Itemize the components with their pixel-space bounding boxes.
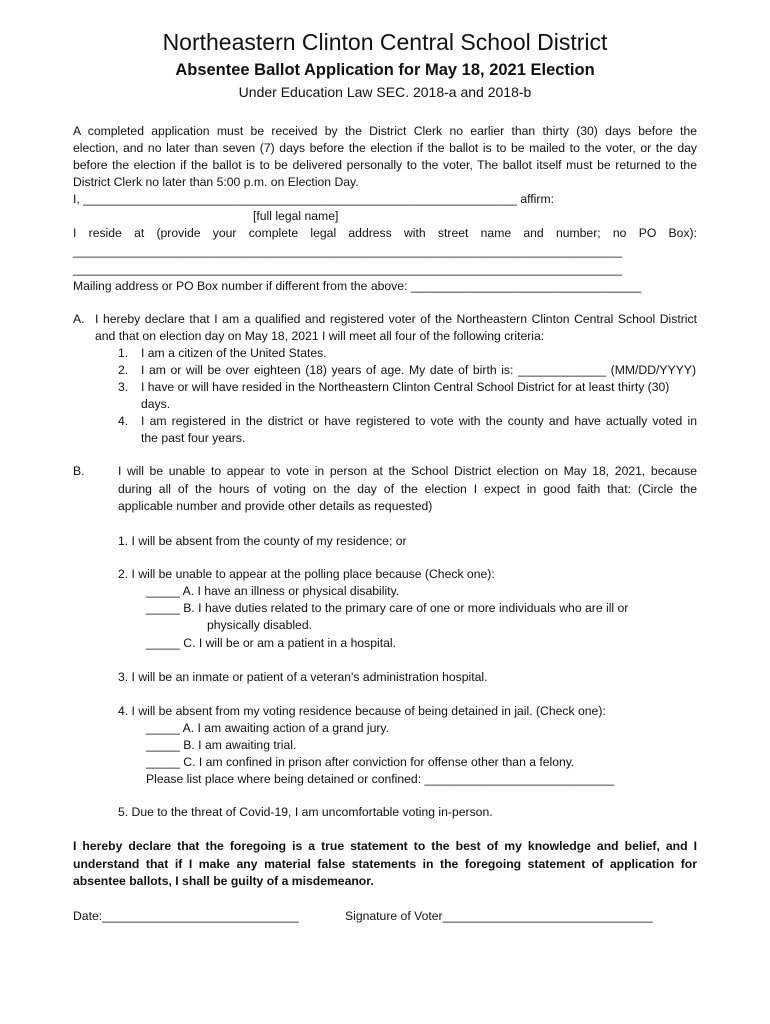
criteria-4-text: I am registered in the district or have registered to vote with the county and have actually voted in	[141, 414, 697, 428]
legal-name-field[interactable]: I, ________________________________________________________________ affirm:	[73, 192, 554, 206]
mailing-address-field[interactable]: Mailing address or PO Box number if different from the above: __________________________________	[73, 279, 642, 293]
section-a-line-1: I hereby declare that I am a qualified and registered voter of the Northeastern Clinton Central School District	[95, 312, 697, 326]
criteria-1-number: 1.	[118, 346, 129, 360]
reason-4c-checkbox-confined[interactable]: _____ C. I am confined in prison after conviction for offense other than a felony.	[146, 755, 575, 769]
reason-4-detained-in-jail[interactable]: 4. I will be absent from my voting residence because of being detained in jail. (Check one):	[118, 704, 606, 718]
residence-address-field-2[interactable]: _________________________________________________________________________________	[73, 262, 623, 276]
legal-name-caption: [full legal name]	[253, 209, 339, 223]
reason-2b-checkbox-caregiver[interactable]: _____ B. I have duties related to the primary care of one or more individuals who are ill or	[146, 601, 629, 615]
reason-5-covid[interactable]: 5. Due to the threat of Covid-19, I am uncomfortable voting in-person.	[118, 805, 493, 819]
residence-label: I reside at (provide your complete legal address with street name and number; no PO Box):	[73, 226, 697, 240]
date-field[interactable]: Date:_____________________________	[73, 909, 299, 923]
criteria-2-date-of-birth-field[interactable]: I am or will be over eighteen (18) years of age. My date of birth is: _____________ (MM/DD/YYYY)	[141, 363, 696, 377]
document-title: Absentee Ballot Application for May 18, 2021 Election	[175, 61, 595, 79]
intro-line-4: District Clerk no later than 5:00 p.m. on Election Day.	[73, 175, 359, 189]
district-title: Northeastern Clinton Central School District	[162, 29, 608, 55]
reason-1-absent-from-county[interactable]: 1. I will be absent from the county of my residence; or	[118, 534, 407, 548]
criteria-2-number: 2.	[118, 363, 129, 377]
section-b-line-1: I will be unable to appear to vote in person at the School District election on May 18, 2021, because	[118, 464, 697, 478]
reason-2a-checkbox-illness[interactable]: _____ A. I have an illness or physical disability.	[146, 584, 400, 598]
signature-field[interactable]: Signature of Voter_______________________________	[345, 909, 653, 923]
intro-line-3: before the election if the ballot is to be delivered personally to the voter, The ballot itself must be returned to the	[73, 158, 697, 172]
criteria-4-number: 4.	[118, 414, 129, 428]
section-b-line-2: during all of the hours of voting on the day of the election I expect in good faith that: (Circle the	[118, 482, 697, 496]
criteria-3-text: I have or will have resided in the Northeastern Clinton Central School District for at least thirty (30)	[141, 380, 670, 394]
section-a-marker: A.	[73, 312, 85, 326]
reason-2c-checkbox-hospital[interactable]: _____ C. I will be or am a patient in a hospital.	[146, 636, 396, 650]
section-b-marker: B.	[73, 464, 85, 478]
declaration-line-1: I hereby declare that the foregoing is a true statement to the best of my knowledge and belief, and I	[73, 839, 697, 853]
intro-line-1: A completed application must be received by the District Clerk no earlier than thirty (30) days before the	[73, 124, 697, 138]
reason-4b-checkbox-awaiting-trial[interactable]: _____ B. I am awaiting trial.	[146, 738, 297, 752]
intro-line-2: election, and no later than seven (7) days before the election if the ballot is to be mailed to the voter, or the day	[73, 141, 697, 155]
criteria-4-text-cont: the past four years.	[141, 431, 246, 445]
reason-2-polling-place[interactable]: 2. I will be unable to appear at the polling place because (Check one):	[118, 567, 495, 581]
criteria-3-number: 3.	[118, 380, 129, 394]
section-a-line-2: and that on election day on May 18, 2021 I will meet all four of the following criteria:	[95, 329, 545, 343]
law-reference: Under Education Law SEC. 2018-a and 2018-b	[238, 84, 532, 100]
criteria-1-text: I am a citizen of the United States.	[141, 346, 327, 360]
detention-place-field[interactable]: Please list place where being detained or confined: ____________________________	[146, 772, 615, 786]
reason-3-veterans-hospital[interactable]: 3. I will be an inmate or patient of a veteran's administration hospital.	[118, 670, 488, 684]
section-b-line-3: applicable number and provide other details as requested)	[118, 499, 433, 513]
reason-2b-text-cont: physically disabled.	[207, 618, 313, 632]
declaration-line-3: absentee ballots, I shall be guilty of a misdemeanor.	[73, 874, 374, 888]
reason-4a-checkbox-grand-jury[interactable]: _____ A. I am awaiting action of a grand jury.	[146, 721, 389, 735]
residence-address-field-1[interactable]: _________________________________________________________________________________	[73, 244, 623, 258]
declaration-line-2: understand that if I make any material false statements in the foregoing statement of application for	[73, 857, 697, 871]
criteria-3-text-cont: days.	[141, 397, 171, 411]
